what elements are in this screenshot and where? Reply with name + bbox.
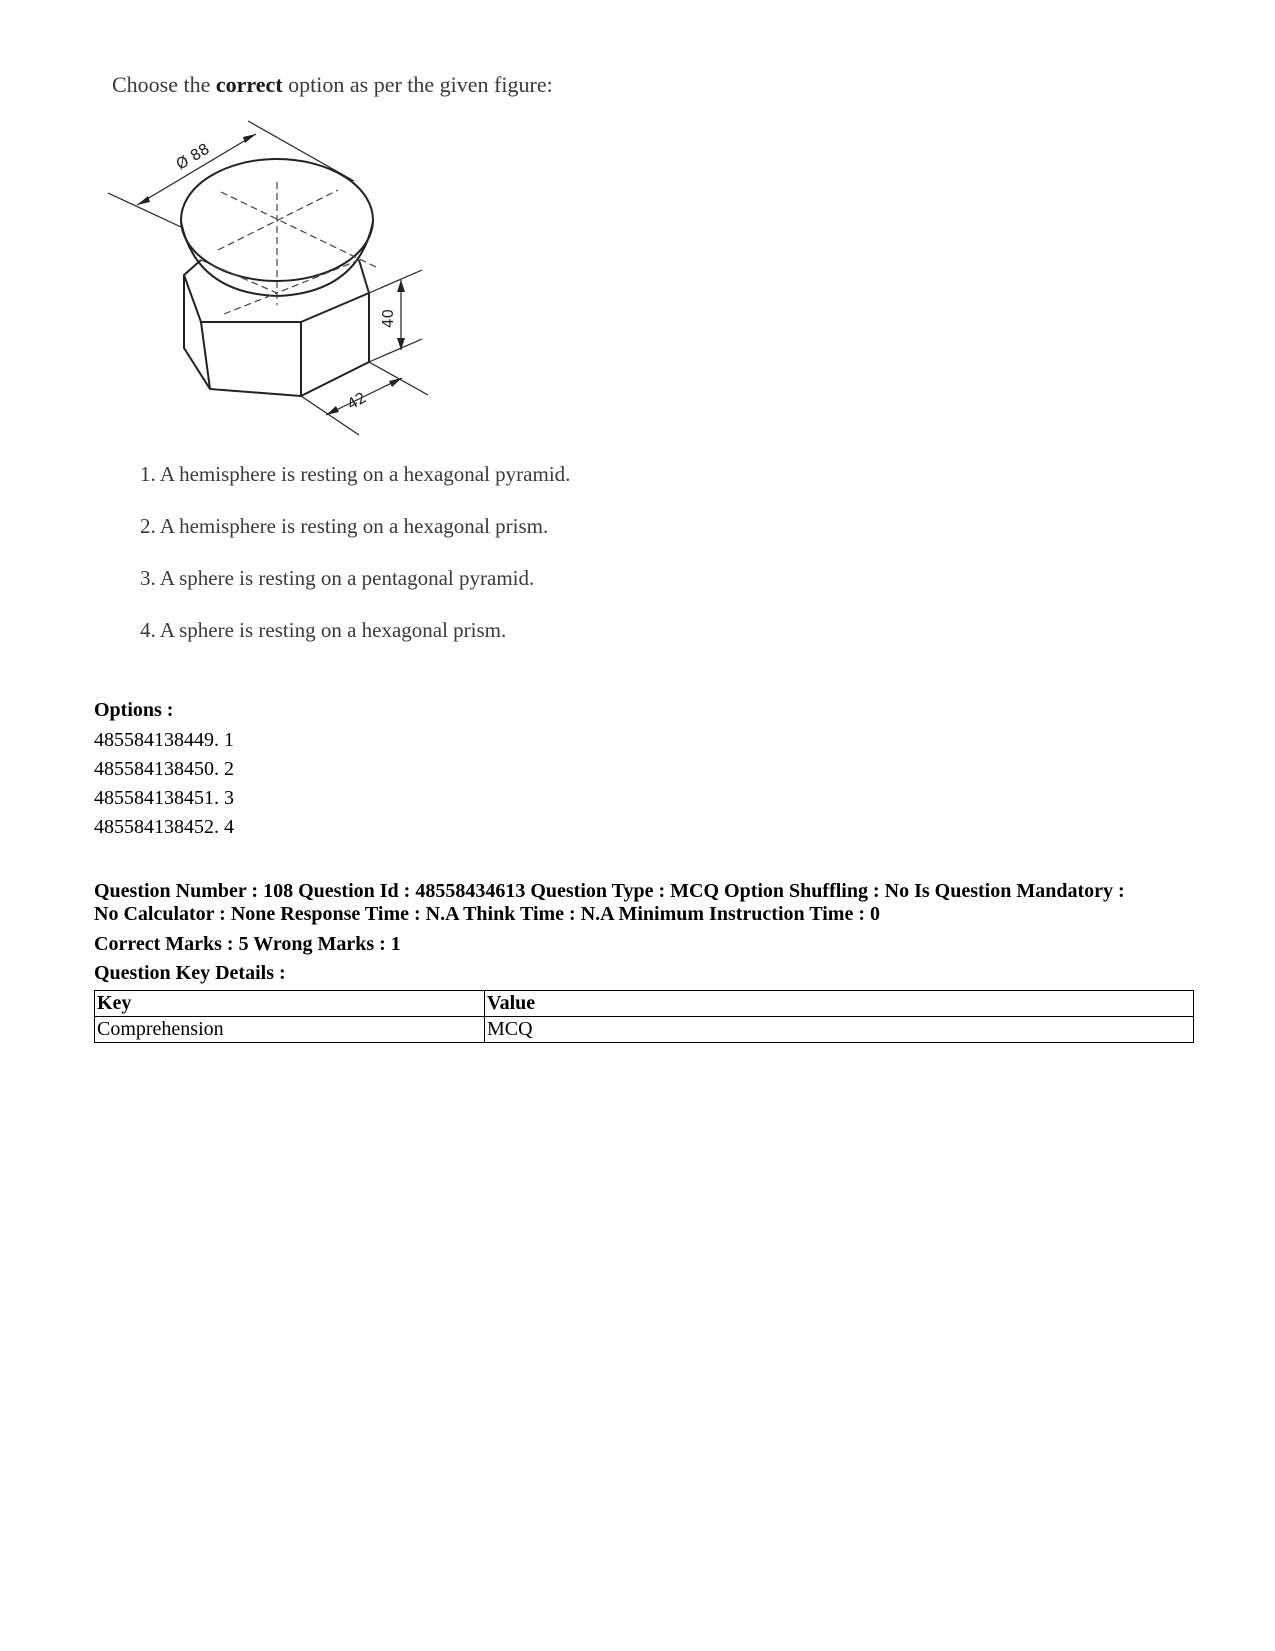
cell-key: Comprehension [95,1017,485,1043]
marks-line: Correct Marks : 5 Wrong Marks : 1 [94,933,401,955]
height-arrow-a [397,280,405,292]
option-item: 485584138450. 2 [94,758,234,780]
prompt-bold: correct [215,72,283,97]
hidden-edge-b [224,293,277,314]
prism-front-edge [201,322,210,389]
side-arrow-a [326,406,339,415]
height-ext-bottom [369,339,422,362]
height-arrow-b [397,338,405,350]
key-details-table [94,990,1194,1043]
question-meta [94,880,1194,1043]
choice-item: 1. A hemisphere is resting on a hexagonal pyramid. [140,462,571,486]
meta-line-2: No Calculator : None Response Time : N.A Think Time : N.A Minimum Instruction Time : 0 [94,903,880,925]
choice-item: 2. A hemisphere is resting on a hexagonal prism. [140,514,549,538]
options-title: Options : [94,699,174,721]
prompt-suffix: option as per the given figure: [282,72,553,97]
center-line-diag-a [221,192,378,268]
cell-value: MCQ [485,1017,1194,1043]
side-label: 42 [344,388,370,414]
diameter-label: Ø 88 [172,139,213,174]
options-section [94,697,234,842]
key-details-title: Question Key Details : [94,962,286,984]
table-row [95,1017,1194,1043]
option-item: 485584138449. 1 [94,729,234,751]
option-item: 485584138451. 3 [94,787,234,809]
diameter-ext-left [108,193,181,227]
technical-drawing [96,110,456,455]
question-prompt [112,72,553,98]
question-image [96,60,716,680]
diameter-arrow-a [137,196,150,205]
diameter-arrow-b [243,134,256,143]
side-arrow-b [389,378,402,387]
choice-item: 4. A sphere is resting on a hexagonal prism. [140,618,507,642]
height-ext-top [369,270,422,293]
diameter-ext-right [248,121,354,181]
header-value: Value [485,991,1194,1017]
header-key: Key [95,991,485,1017]
option-item: 485584138452. 4 [94,816,234,838]
height-label: 40 [379,308,397,328]
meta-line-1: Question Number : 108 Question Id : 48558434613 Question Type : MCQ Option Shuffling : No Is Question Mandatory : [94,880,1125,902]
choice-item: 3. A sphere is resting on a pentagonal pyramid. [140,566,535,590]
prompt-prefix: Choose the [112,72,216,97]
hidden-edge-a [201,260,359,293]
answer-choices [140,460,570,668]
table-header-row [95,991,1194,1017]
